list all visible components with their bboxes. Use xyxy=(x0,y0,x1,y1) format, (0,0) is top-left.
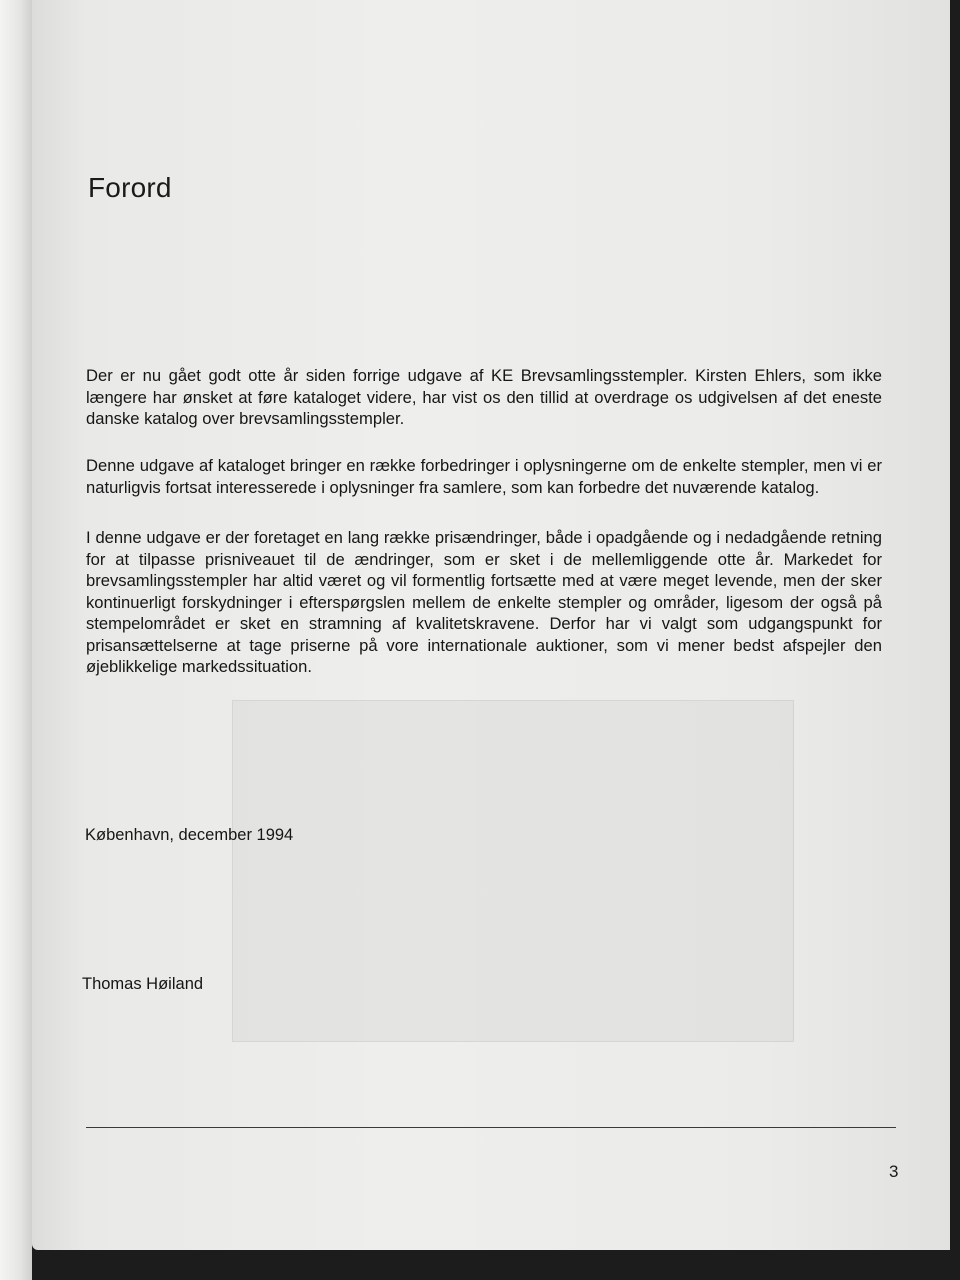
page-number: 3 xyxy=(889,1162,899,1181)
paragraph-2: Denne udgave af kataloget bringer en række forbedringer i oplysningerne om de enkelte stempler, men vi er naturligvis fortsat interesserede i oplysninger fra samlere, som kan forbedre det nuværende katalog. xyxy=(86,456,882,497)
reverse-side-bleed-through xyxy=(232,700,794,1042)
page-left-edge xyxy=(0,0,32,1280)
page-title: Forord xyxy=(88,172,172,203)
footer-rule xyxy=(86,1127,896,1128)
place-date: København, december 1994 xyxy=(85,826,294,844)
paragraph-3: I denne udgave er der foretaget en lang række prisændringer, både i opadgående og i nedadgående retning for at tilpasse prisniveauet til de ændringer, som er sket i de mellemliggende otte år. Markedet for brevsamlingsstempler har altid været og vil formentlig fortsætte med at være meget levende, men der sker kontinuerligt forskydninger i efterspørgslen mellem de enkelte stempler og områder, ligesom der også på stempelområdet er sket en stramning af kvalitetskravene. Derfor har vi valgt som udgangspunkt for prisansættelserne at tage priserne på vore internationale auktioner, som vi mener bedst afspejler den øjeblikkelige markedssituation. xyxy=(86,528,882,676)
signature-name: Thomas Høiland xyxy=(82,975,204,993)
paragraph-1: Der er nu gået godt otte år siden forrige udgave af KE Brevsamlingsstempler. Kirsten Ehlers, som ikke længere har ønsket at føre kataloget videre, har vist os den tillid at overdrage os udgivelsen af det eneste danske katalog over brevsamlingsstempler. xyxy=(86,366,882,428)
